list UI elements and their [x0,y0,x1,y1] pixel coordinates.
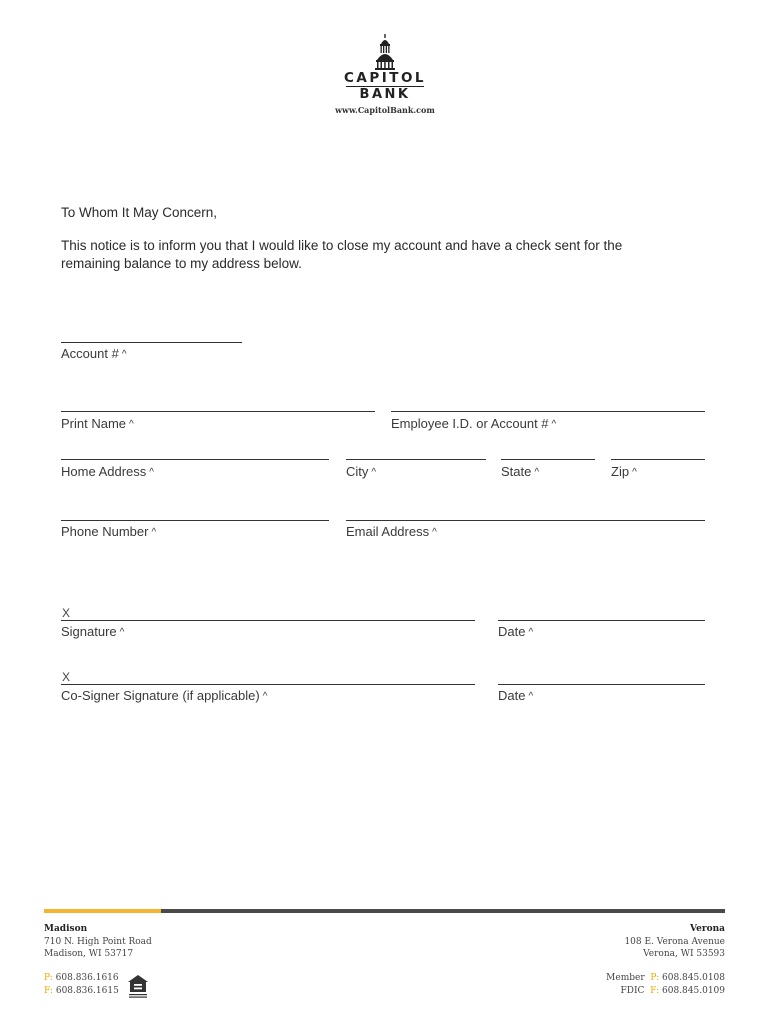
state-label: State ^ [501,464,540,479]
cosigner-signature-field[interactable] [61,684,475,685]
caret-icon: ^ [149,467,154,478]
footer-verona-contact: Member P: 608.845.0108 FDIC F: 608.845.0109 [606,973,725,996]
verona-address1: 108 E. Verona Avenue [624,936,725,947]
print-name-label: Print Name ^ [61,416,134,431]
caret-icon: ^ [528,691,534,702]
caret-icon: ^ [632,467,637,478]
email-address-label: Email Address ^ [346,524,437,539]
state-field[interactable] [501,459,595,460]
footer-verona-branch [624,923,725,961]
footer-madison-contact: P: 608.836.1616 F: 608.836.1615 [44,973,119,996]
equal-housing-lender-icon [127,974,149,1000]
footer-madison-branch [44,923,152,961]
employee-id-field[interactable] [391,411,705,412]
cosigner-signature-label: Co-Signer Signature (if applicable) ^ [61,688,268,703]
verona-phone[interactable]: 608.845.0108 [662,973,725,983]
bank-logo [0,34,770,115]
employee-id-label: Employee I.D. or Account # ^ [391,416,557,431]
brand-name-line2: BANK [359,87,411,102]
madison-address2: Madison, WI 53717 [44,949,134,959]
zip-label: Zip ^ [611,464,637,479]
caret-icon: ^ [551,419,557,430]
phone-number-label: Phone Number ^ [61,524,157,539]
caret-icon: ^ [121,349,127,360]
email-address-field[interactable] [346,520,705,521]
fdic-label: FDIC [620,985,645,996]
cosigner-x-mark: X [62,670,71,684]
city-field[interactable] [346,459,486,460]
account-number-field[interactable] [61,342,242,343]
member-label: Member [606,973,645,983]
city-label: City ^ [346,464,377,479]
signature-date-label: Date ^ [498,624,534,639]
salutation: To Whom It May Concern, [61,205,218,220]
madison-address1: 710 N. High Point Road [44,936,152,947]
verona-address2: Verona, WI 53593 [643,949,725,959]
letter-body-line1: This notice is to inform you that I would like to close my account and have a check sent for the [61,238,623,253]
signature-date-field[interactable] [498,620,705,621]
verona-city: Verona [689,924,725,934]
madison-city: Madison [44,924,88,934]
caret-icon: ^ [534,467,540,478]
print-name-field[interactable] [61,411,375,412]
capitol-dome-icon [373,34,397,70]
footer-accent-bar [44,909,161,913]
madison-phone[interactable]: 608.836.1616 [55,973,119,983]
caret-icon: ^ [528,627,534,638]
home-address-label: Home Address ^ [61,464,154,479]
home-address-field[interactable] [61,459,329,460]
caret-icon: ^ [371,467,377,478]
signature-label: Signature ^ [61,624,125,639]
verona-fax: 608.845.0109 [662,985,725,996]
phone-number-field[interactable] [61,520,329,521]
signature-field[interactable] [61,620,475,621]
cosigner-date-field[interactable] [498,684,705,685]
brand-name-line1: CAPITOL [343,70,427,86]
madison-fax: 608.836.1615 [55,985,119,996]
letter-body-line2: remaining balance to my address below. [61,256,302,271]
signature-x-mark: X [62,606,71,620]
website-link[interactable]: www.CapitolBank.com [335,105,435,115]
caret-icon: ^ [262,691,268,702]
cosigner-date-label: Date ^ [498,688,534,703]
caret-icon: ^ [129,419,134,430]
account-number-label: Account # ^ [61,346,127,361]
zip-field[interactable] [611,459,705,460]
caret-icon: ^ [151,527,157,538]
caret-icon: ^ [119,627,125,638]
footer-divider-bar [161,909,725,913]
caret-icon: ^ [432,527,437,538]
